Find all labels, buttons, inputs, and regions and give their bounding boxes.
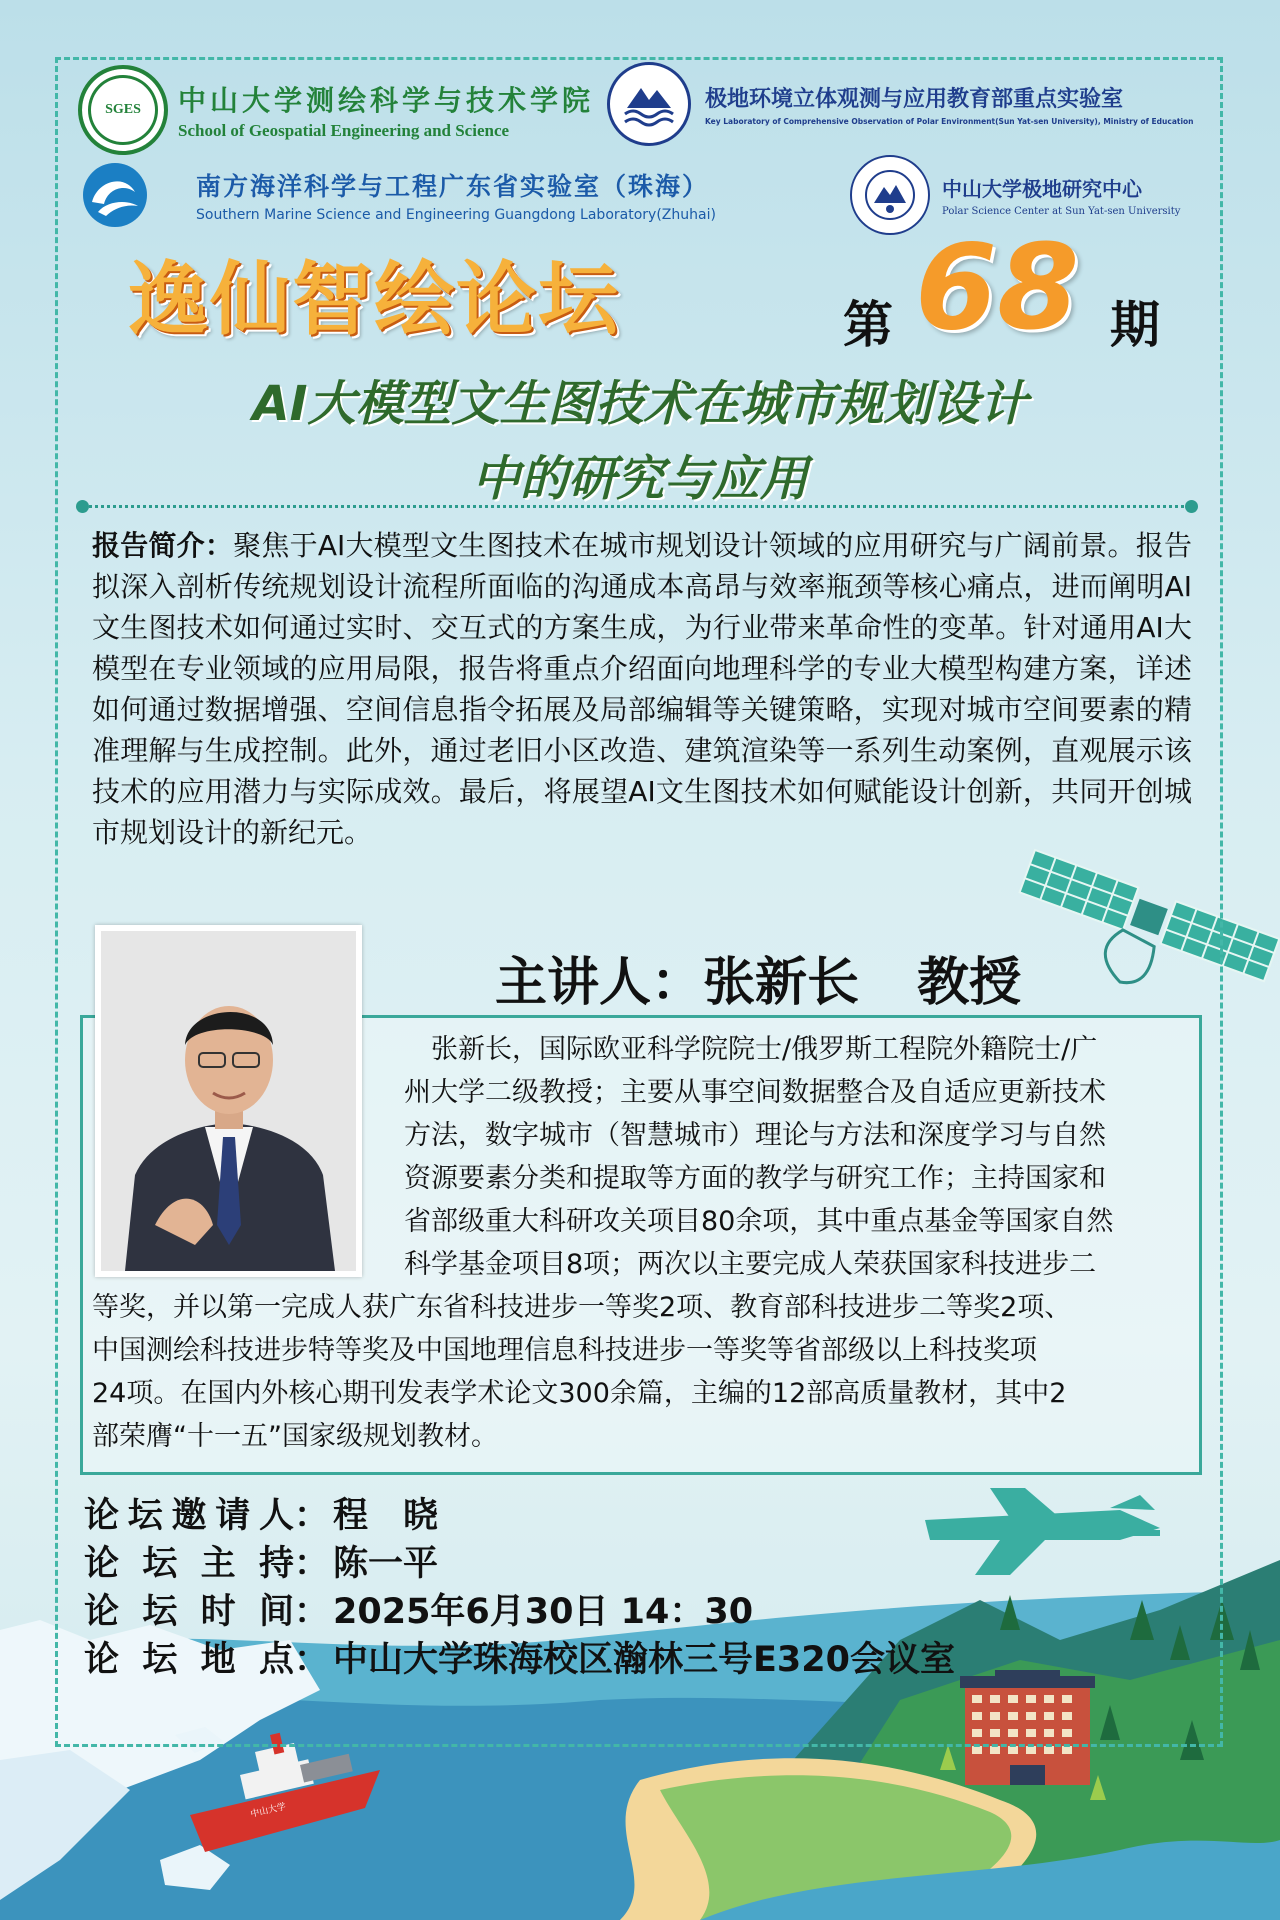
talk-abstract — [92, 525, 1192, 853]
issue-prefix: 第 — [843, 296, 893, 354]
speaker-heading — [495, 940, 1021, 1015]
ship-hull-label: 中山大学 — [249, 1802, 288, 1820]
polar-center-name-en: Polar Science Center at Sun Yat-sen University — [942, 206, 1181, 217]
speaker-title: 教授 — [917, 953, 1022, 1013]
speaker-name: 主讲人：张新长 — [495, 953, 860, 1013]
issue-suffix: 期 — [1110, 296, 1160, 354]
inviter-value: 程 晓 — [333, 1496, 439, 1536]
sges-logo-block — [78, 65, 594, 155]
sges-badge-text: SGES — [105, 102, 141, 117]
talk-title-line2: 中的研究与应用 — [471, 451, 808, 507]
inviter-label: 论坛邀请人 — [84, 1496, 294, 1536]
nanhai-lab-logo-block — [80, 160, 716, 230]
speaker-bio — [92, 1028, 1190, 1458]
sges-logo-icon — [78, 65, 168, 155]
bio-line: 24项。在国内外核心期刊发表学术论文300余篇，主编的12部高质量教材，其中2 — [92, 1378, 1067, 1409]
bio-line: 张新长，国际欧亚科学院院士/俄罗斯工程院外籍院士/广 — [431, 1034, 1098, 1065]
polar-center-name-zh: 中山大学极地研究中心 — [942, 177, 1142, 201]
abstract-label: 报告简介： — [92, 529, 234, 562]
cope-name-zh: 极地环境立体观测与应用教育部重点实验室 — [705, 87, 1124, 112]
time-value: 2025年6月30日 14：30 — [333, 1592, 754, 1632]
issue-number: 68 — [915, 218, 1080, 356]
wave-swirl-icon — [80, 160, 150, 230]
bio-line: 方法，数字城市（智慧城市）理论与方法和深度学习与自然 — [404, 1120, 1106, 1151]
nanhai-lab-name-en: Southern Marine Science and Engineering Guangdong Laboratory(Zhuhai) — [196, 207, 716, 223]
section-divider — [82, 505, 1192, 508]
cope-name-en: Key Laboratory of Comprehensive Observation of Polar Environment(Sun Yat-sen University), Ministry of Education — [705, 117, 1194, 126]
mountain-wave-icon — [619, 74, 679, 134]
bio-line: 等奖，并以第一完成人获广东省科技进步一等奖2项、教育部科技进步二等奖2项、 — [92, 1292, 1072, 1323]
sges-name-zh: 中山大学测绘科学与技术学院 — [178, 84, 595, 117]
bio-line: 资源要素分类和提取等方面的教学与研究工作；主持国家和 — [404, 1163, 1106, 1194]
abstract-text: 聚焦于AI大模型文生图技术在城市规划设计领域的应用研究与广阔前景。报告拟深入剖析传统规划设计流程所面临的沟通成本高昂与效率瓶颈等核心痛点，进而阐明AI文生图技术如何通过实时、交互式的方案生成，为行业带来革命性的变革。针对通用AI大模型在专业领域的应用局限，报告将重点介绍面向地理科学的专业大模型构建方案，详述如何通过数据增强、空间信息指令拓展及局部编辑等关键策略，实现对城市空间要素的精准理解与生成控制。此外，通过老旧小区改造、建筑渲染等一系列生动案例，直观展示该技术的应用潜力与实际成效。最后，将展望AI文生图技术如何赋能设计创新，共同开创城市规划设计的新纪元。 — [92, 529, 1192, 849]
bio-line: 省部级重大科研攻关项目80余项，其中重点基金等国家自然 — [404, 1206, 1114, 1237]
cope-logo-icon — [607, 62, 691, 146]
host-value: 陈一平 — [333, 1544, 439, 1584]
venue-row: 论坛地点： 中山大学珠海校区瀚林三号E320会议室 — [84, 1632, 955, 1682]
host-label: 论坛主持 — [84, 1544, 294, 1584]
bio-line: 科学基金项目8项；两次以主要完成人荣获国家科技进步二 — [404, 1249, 1097, 1280]
inviter-row: 论坛邀请人： 程 晓 — [84, 1488, 438, 1538]
forum-name: 逸仙智绘论坛 — [128, 253, 620, 346]
venue-label: 论坛地点 — [84, 1640, 294, 1680]
talk-title-line1: AI大模型文生图技术在城市规划设计 — [252, 376, 1028, 432]
sges-name-en: School of Geospatial Engineering and Science — [178, 121, 510, 140]
polar-mountain-icon — [862, 167, 918, 223]
time-row: 论坛时间： 2025年6月30日 14：30 — [84, 1584, 753, 1634]
nanhai-lab-name-zh: 南方海洋科学与工程广东省实验室（珠海） — [196, 172, 710, 201]
bio-line: 州大学二级教授；主要从事空间数据整合及自适应更新技术 — [404, 1077, 1106, 1108]
bio-line: 中国测绘科技进步特等奖及中国地理信息科技进步一等奖等省部级以上科技奖项 — [92, 1335, 1037, 1366]
time-label: 论坛时间 — [84, 1592, 294, 1632]
cope-logo-block — [607, 62, 1194, 146]
bio-line: 部荣膺“十一五”国家级规划教材。 — [92, 1421, 498, 1452]
host-row: 论坛主持： 陈一平 — [84, 1536, 438, 1586]
venue-value: 中山大学珠海校区瀚林三号E320会议室 — [333, 1640, 955, 1680]
